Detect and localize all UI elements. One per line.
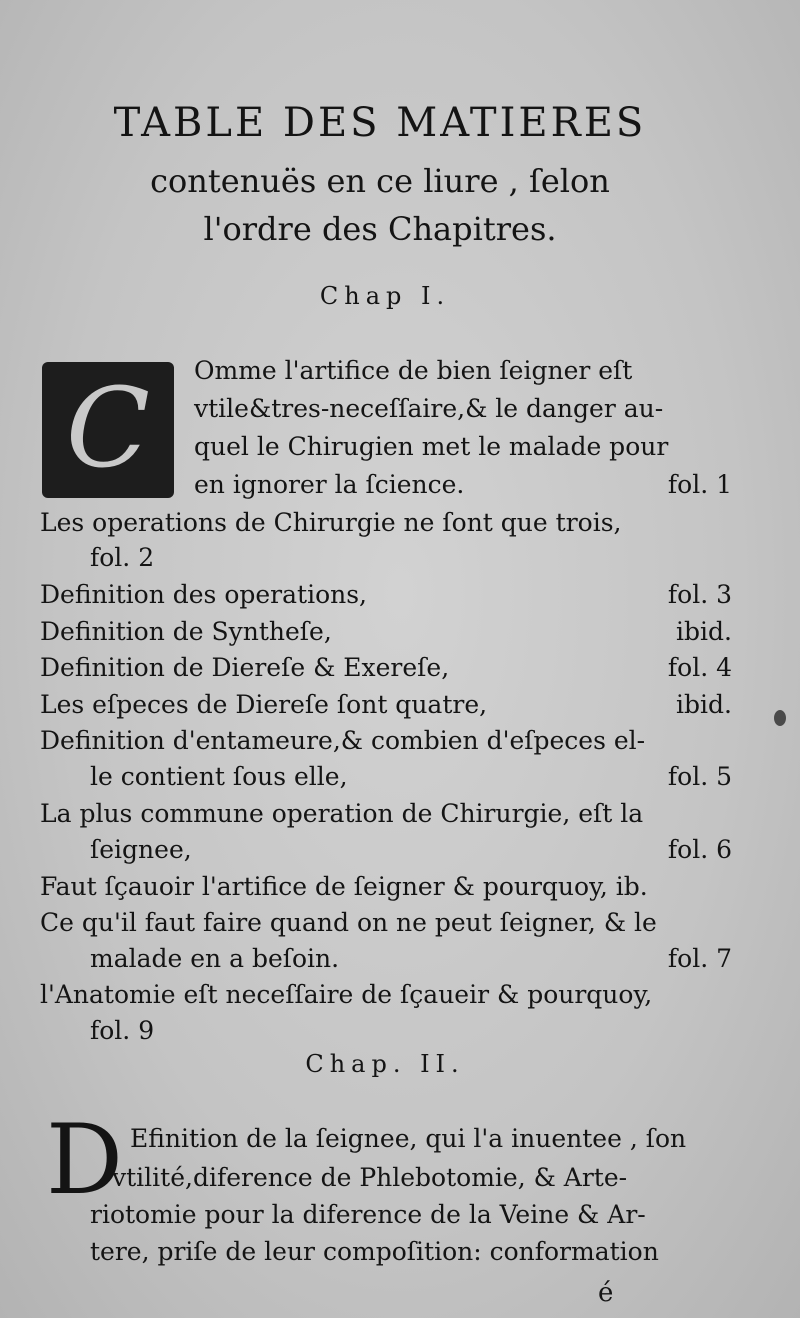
toc-text: Definition de Syntheſe, — [40, 617, 332, 646]
toc-text: quel le Chirugien met le malade pour — [194, 432, 669, 461]
ink-spot — [774, 710, 786, 726]
toc-text: le contient ſous elle, — [90, 762, 348, 791]
toc-folio: ibid. — [676, 617, 732, 646]
toc-text: ſeignee, — [90, 835, 192, 864]
toc-text: Omme l'artifice de bien ſeigner eſt — [194, 356, 633, 385]
toc-entry — [40, 944, 732, 978]
toc-line — [194, 432, 732, 466]
chapter-2-line — [90, 1237, 737, 1271]
title-line-2: contenuës en ce liure , ſelon — [150, 162, 610, 200]
toc-entry — [40, 543, 732, 577]
toc-entry — [40, 980, 732, 1014]
toc-text: Les eſpeces de Diereſe ſont quatre, — [40, 690, 488, 719]
ornamental-initial-letter: C — [65, 364, 151, 492]
toc-folio: ibid. — [676, 690, 732, 719]
toc-entry — [40, 872, 732, 906]
toc-folio: fol. 4 — [667, 653, 732, 682]
chapter-2-text: tere, priſe de leur compoſition: conformation — [90, 1237, 659, 1266]
chapter-2-line — [112, 1163, 737, 1197]
toc-text: vtile&tres-neceſſaire,& le danger au- — [194, 394, 664, 423]
toc-folio: fol. 6 — [667, 835, 732, 864]
toc-entry — [40, 726, 732, 760]
toc-entry — [40, 690, 732, 724]
toc-folio: fol. 7 — [667, 944, 732, 973]
signature-mark: é — [598, 1278, 614, 1308]
toc-text: Les operations de Chirurgie ne ſont que trois, — [40, 508, 622, 537]
toc-folio: fol. 3 — [667, 580, 732, 609]
toc-entry — [40, 1016, 732, 1050]
toc-text: Faut ſçauoir l'artifice de ſeigner & pourquoy, ib. — [40, 872, 648, 901]
toc-text: La plus commune operation de Chirurgie, eſt la — [40, 799, 644, 828]
toc-text: malade en a beſoin. — [90, 944, 340, 973]
toc-entry — [40, 762, 732, 796]
toc-text: Definition de Diereſe & Exereſe, — [40, 653, 450, 682]
chapter-1-heading: Chap I. — [319, 282, 451, 310]
toc-text: fol. 2 — [90, 543, 155, 572]
toc-entry — [40, 799, 732, 833]
toc-entry — [40, 908, 732, 942]
toc-folio: fol. 5 — [667, 762, 732, 791]
chapter-2-text: riotomie pour la diference de la Veine & Ar- — [90, 1200, 646, 1229]
toc-text: en ignorer la ſcience. — [194, 470, 465, 499]
toc-text: Definition des operations, — [40, 580, 368, 609]
toc-entry — [40, 653, 732, 687]
toc-folio: fol. 1 — [667, 470, 732, 499]
chapter-2-heading: Chap. II. — [305, 1050, 465, 1078]
toc-entry — [40, 617, 732, 651]
title-line-3: l'ordre des Chapitres. — [203, 210, 557, 248]
title-line-1: TABLE DES MATIERES — [113, 100, 647, 146]
chapter-2-text: Efinition de la ſeignee, qui l'a inuentee , ſon — [130, 1124, 687, 1153]
toc-text: fol. 9 — [90, 1016, 155, 1045]
toc-entry — [40, 508, 732, 542]
toc-line — [194, 356, 732, 390]
toc-entry — [40, 580, 732, 614]
toc-line — [194, 394, 732, 428]
toc-entry — [40, 835, 732, 869]
toc-text: l'Anatomie eſt neceſſaire de ſçaueir & pourquoy, — [40, 980, 653, 1009]
drop-initial: D — [46, 1104, 123, 1216]
chapter-2-text: vtilité,diference de Phlebotomie, & Arte- — [112, 1163, 628, 1192]
toc-text: Ce qu'il faut faire quand on ne peut ſeigner, & le — [40, 908, 657, 937]
ornamental-initial — [42, 362, 174, 498]
chapter-2-line — [130, 1124, 737, 1158]
toc-text: Definition d'entameure,& combien d'eſpeces el- — [40, 726, 646, 755]
toc-line — [194, 470, 732, 504]
chapter-2-line — [90, 1200, 737, 1234]
